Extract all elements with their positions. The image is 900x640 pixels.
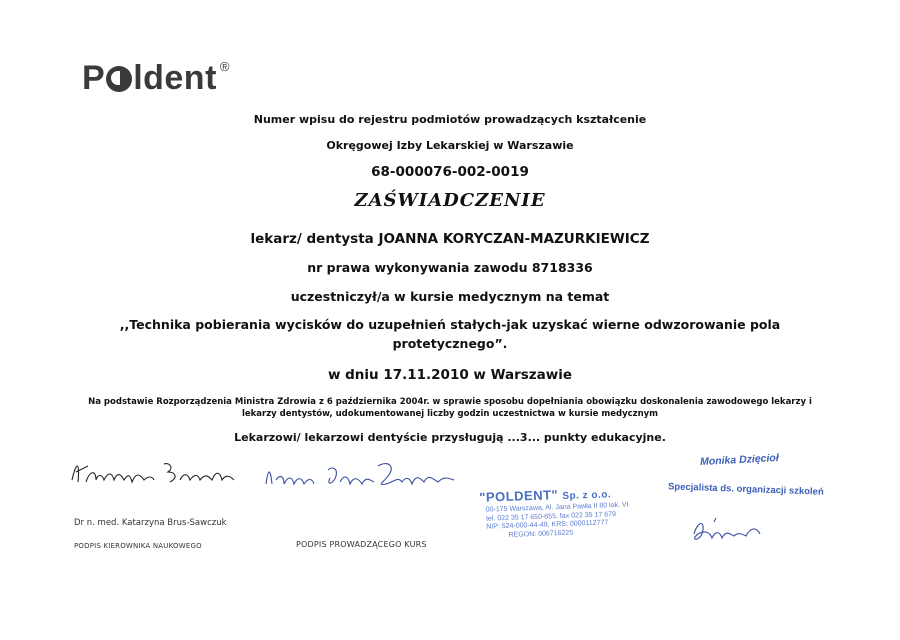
stamp-nip-krs: NIP: 524-000-44-48, KRS: 0000112777 xyxy=(486,519,609,531)
registered-mark: ® xyxy=(219,59,230,74)
specialist-stamp-name: Monika Dzięcioł xyxy=(699,451,780,469)
poldent-logo xyxy=(82,58,230,98)
company-stamp xyxy=(475,484,637,541)
certificate-title: ZAŚWIADCZENIE xyxy=(354,190,546,211)
legal-line1: Na podstawie Rozporządzenia Ministra Zdrowia z 6 października 2004r. w sprawie sposobu dopełniania obowiązku doskonalenia zawodowego lekarzy i xyxy=(88,397,812,407)
registry-number: 68-000076-002-0019 xyxy=(371,164,529,180)
doctor-line: lekarz/ dentysta JOANNA KORYCZAN-MAZURKIEWICZ xyxy=(250,231,650,247)
stamp-address: 00-175 Warszawa, Al. Jana Pawła II 80 lok. VI xyxy=(485,501,629,514)
stamp-company-suffix: Sp. z o.o. xyxy=(562,489,612,502)
stamp-company-name: "POLDENT" xyxy=(478,487,559,505)
logo-letters: ldent xyxy=(133,59,217,97)
specialist-stamp-role: Specjalista ds. organizacji szkoleń xyxy=(667,481,824,498)
scientific-head-name: Dr n. med. Katarzyna Brus-Sawczuk xyxy=(74,518,227,528)
license-line: nr prawa wykonywania zawodu 8718336 xyxy=(307,260,593,275)
registry-header-line1: Numer wpisu do rejestru podmiotów prowadzących kształcenie xyxy=(253,113,647,126)
signature-right xyxy=(686,512,776,548)
logo-o-mark xyxy=(106,66,132,92)
points-line: Lekarzowi/ lekarzowi dentyście przysługują ...3... punkty edukacyjne. xyxy=(234,431,666,444)
scientific-head-caption: PODPIS KIEROWNIKA NAUKOWEGO xyxy=(74,542,202,550)
date-line: w dniu 17.11.2010 w Warszawie xyxy=(327,367,573,383)
course-leader-caption: PODPIS PROWADZĄCEGO KURS xyxy=(296,540,427,549)
stamp-regon: REGON: 006716225 xyxy=(508,529,574,539)
signature-left xyxy=(66,452,246,492)
signature-middle xyxy=(262,456,472,496)
registry-header-line2: Okręgowej Izby Lekarskiej w Warszawie xyxy=(326,139,574,152)
course-topic-line2: protetycznego”. xyxy=(392,336,508,351)
logo-letter-p: P xyxy=(82,59,106,97)
course-topic-line1: ,,Technika pobierania wycisków do uzupełnień stałych-jak uzyskać wierne odwzorowanie pola xyxy=(119,317,781,332)
participation-line: uczestniczył/a w kursie medycznym na temat xyxy=(290,289,610,304)
legal-line2: lekarzy dentystów, udokumentowanej liczby godzin uczestnictwa w kursie medycznym xyxy=(241,409,659,419)
stamp-phone: tel. 022 35 17 650-655, fax 022 35 17 679 xyxy=(485,510,617,523)
